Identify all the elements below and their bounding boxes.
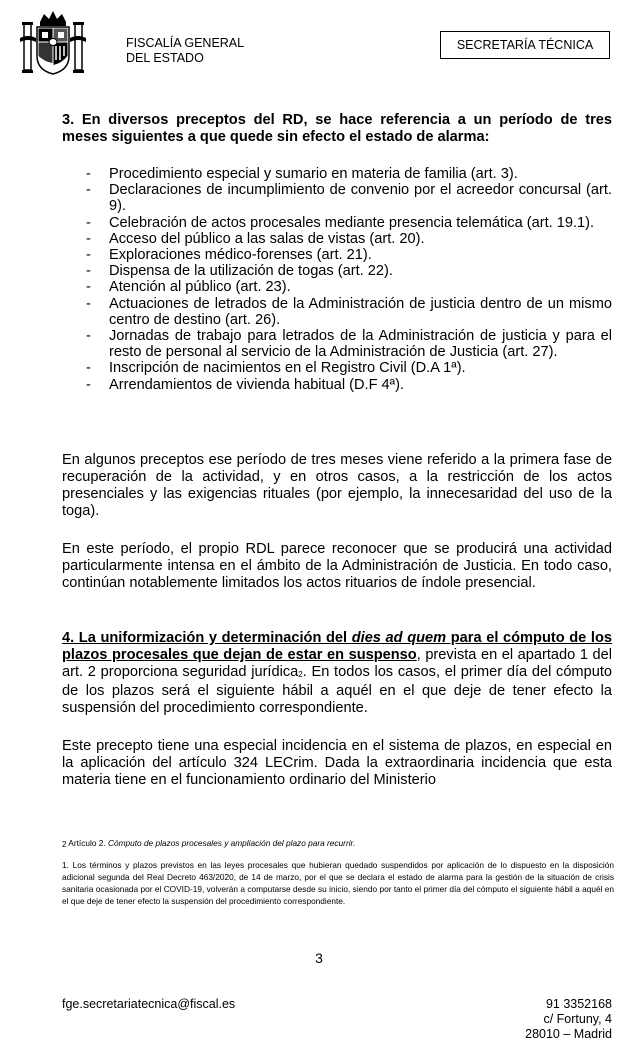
section-4-heading-part2: para el cómputo de los plazos procesales que dejan de estar en suspenso xyxy=(62,630,613,663)
list-item: - Arrendamientos de vivienda habitual (D.F 4ª). xyxy=(86,377,612,393)
list-item: - Celebración de actos procesales mediante presencia telemática (art. 19.1). xyxy=(86,215,612,231)
list-item: - Procedimiento especial y sumario en materia de familia (art. 3). xyxy=(86,166,612,182)
section-4-text-part2: . En todos los casos, el primer día del cómputo de los plazos será el siguiente hábil a aquél en el que deje de tener efecto la suspensión del procedimiento correspondiente. xyxy=(62,664,612,716)
footnote-text: 1. Los términos y plazos previstos en las leyes procesales que hubieran quedado suspendidos por aplicación de lo dispuesto en la disposición adicional segunda del Real Decreto 463/2020, de 14 de marzo, por el que se declara el estado de alarma para la gestión de la situación de crisis sanitaria ocasionada por el COVID-19, volverán a computarse desde su inicio, siendo por tanto el primer día del cómputo el siguiente hábil a aquél en el que deje de tener efecto la suspensión del procedimiento correspondiente. xyxy=(62,860,614,906)
list-item: - Declaraciones de incumplimiento de convenio por el acreedor concursal (art. 9). xyxy=(86,182,612,214)
list-item: - Exploraciones médico-forenses (art. 21). xyxy=(86,247,612,263)
list-item: - Acceso del público a las salas de vistas (art. 20). xyxy=(86,231,612,247)
provisions-list xyxy=(86,166,612,393)
institution-name-line1: FISCALÍA GENERAL xyxy=(126,36,245,50)
section-4-text-part1: , prevista en el apartado 1 del art. 2 proporciona seguridad jurídica xyxy=(62,647,612,680)
footnote-article-title: Cómputo de plazos procesales y ampliación del plazo para recurrir. xyxy=(107,838,356,848)
footer-email[interactable]: fge.secretariatecnica@fiscal.es xyxy=(62,997,236,1011)
footnote xyxy=(62,837,614,907)
footnote-reference[interactable]: 2 xyxy=(298,670,303,679)
footer-street: c/ Fortuny, 4 xyxy=(543,1012,612,1026)
list-item: - Actuaciones de letrados de la Administración de justicia dentro de un mismo centro de destino (art. 26). xyxy=(86,296,612,328)
section-4-heading-part1: 4. La uniformización y determinación del xyxy=(62,630,352,646)
footer-contact xyxy=(525,997,612,1042)
list-item: - Dispensa de la utilización de togas (art. 22). xyxy=(86,263,612,279)
institution-name xyxy=(126,36,244,66)
paragraph-intense-activity: En este período, el propio RDL parece reconocer que se producirá una actividad particularmente intensa en el ámbito de la Administración de Justicia. En todo caso, continúan notablemente limitados los actos rituarios de índole presencial. xyxy=(62,541,612,591)
footer-phone: 91 3352168 xyxy=(545,997,612,1011)
section-4-paragraph xyxy=(62,630,612,717)
dies-ad-quem-term: dies ad quem xyxy=(351,630,447,646)
paragraph-first-phase: En algunos preceptos ese período de tres meses viene referido a la primera fase de recuperación de la actividad, y en otros casos, a la restricción de los actos presenciales y las exigencias rituales (por ejemplo, la innecesaridad del uso de la toga). xyxy=(62,452,612,519)
list-item: - Atención al público (art. 23). xyxy=(86,279,612,295)
institution-name-line2: DEL ESTADO xyxy=(126,51,204,65)
footnote-title xyxy=(62,837,614,851)
footnote-number: 2 xyxy=(62,840,67,849)
list-item: - Jornadas de trabajo para letrados de la Administración de justicia y para el resto de personal al servicio de la Administración de Justicia (art. 27). xyxy=(86,328,612,360)
paragraph-324-lecrim: Este precepto tiene una especial incidencia en el sistema de plazos, en especial en la aplicación del artículo 324 LECrim. Dada la extraordinaria incidencia que esta materia tiene en el funcionamiento ordinario del Ministerio xyxy=(62,738,612,788)
coat-of-arms-logo xyxy=(20,8,86,80)
section-3-heading: 3. En diversos preceptos del RD, se hace referencia a un período de tres meses siguientes a que quede sin efecto el estado de alarma: xyxy=(62,112,612,145)
department-box: SECRETARÍA TÉCNICA xyxy=(440,31,610,59)
page-number: 3 xyxy=(315,950,323,966)
footnote-label: Artículo 2. xyxy=(66,838,108,848)
list-item: - Inscripción de nacimientos en el Registro Civil (D.A 1ª). xyxy=(86,360,612,376)
footer-city: 28010 – Madrid xyxy=(525,1027,612,1041)
